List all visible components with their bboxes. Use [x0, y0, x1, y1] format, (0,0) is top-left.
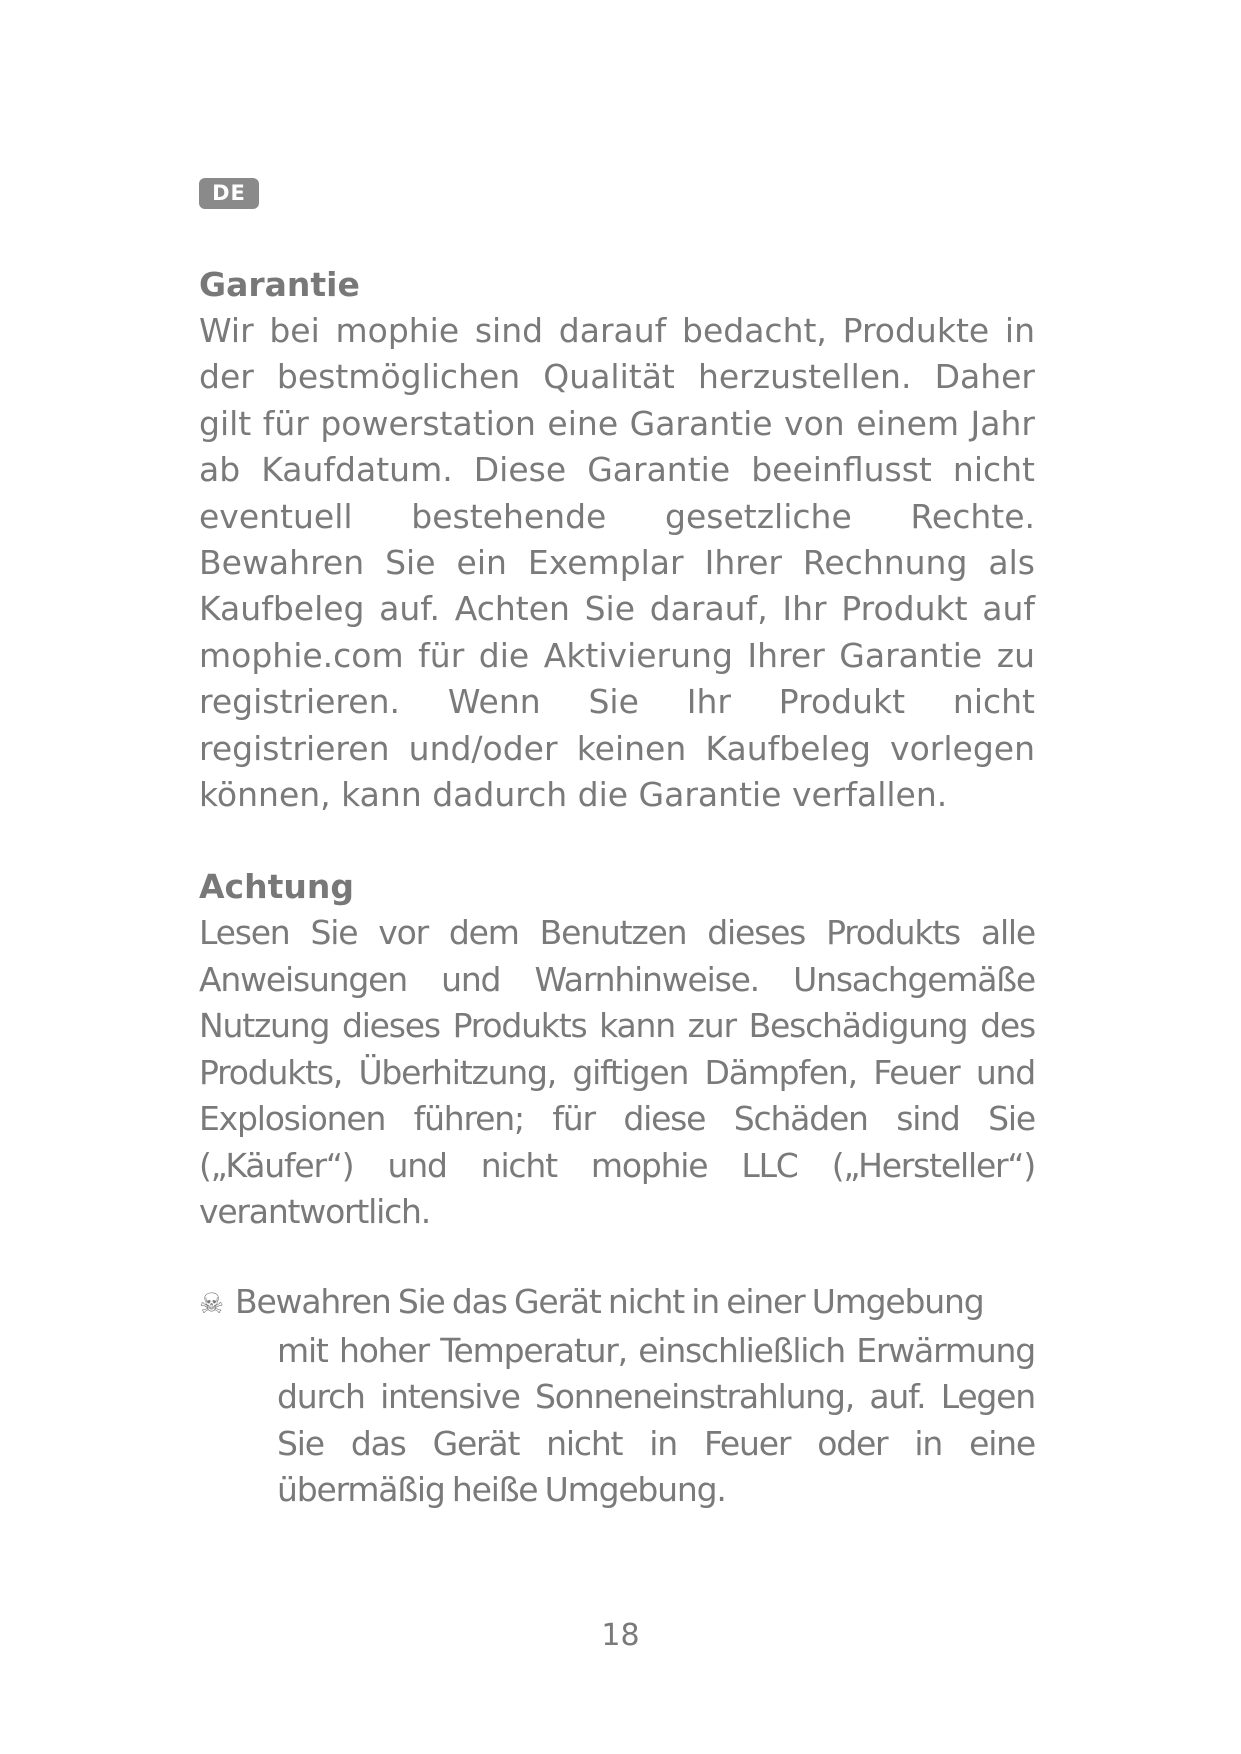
warning-rest-text: mit hoher Temperatur, einschließlich Erwärmung durch intensive Sonneneinstrahlung, auf. Legen Sie das Gerät nicht in Feuer oder in eine übermäßig heiße Umgebung.	[277, 1330, 1035, 1509]
caution-section	[199, 864, 1035, 1235]
section-spacer	[199, 818, 1035, 864]
page-content	[199, 262, 1035, 1513]
caution-heading: Achtung	[199, 867, 354, 907]
caution-text: Lesen Sie vor dem Benutzen dieses Produkts alle Anweisungen und Warnhinweise. Unsachgemäße Nutzung dieses Produkts kann zur Beschädigung des Produkts, Überhitzung, giftigen Dämpfen, Feuer und Explosionen führen; für diese Schäden sind Sie („Käufer“) und nicht mophie LLC („Hersteller“) verantwortlich.	[199, 913, 1035, 1231]
section-spacer	[199, 1235, 1035, 1279]
skull-icon: ☠	[199, 1287, 223, 1321]
heat-warning	[199, 1279, 1035, 1513]
warning-first-line	[199, 1279, 1035, 1327]
warranty-heading: Garantie	[199, 265, 360, 304]
language-badge: DE	[199, 178, 259, 209]
warranty-section	[199, 262, 1035, 818]
warning-first-text: Bewahren Sie das Gerät nicht in einer Umgebung	[235, 1282, 984, 1322]
page-number: 18	[601, 1618, 640, 1653]
warranty-text: Wir bei mophie sind darauf bedacht, Produkte in der bestmöglichen Qualität herzustellen. Daher gilt für powerstation eine Garantie von einem Jahr ab Kaufdatum. Diese Garantie beeinflusst nicht eventuell bestehende gesetzliche Rechte. Bewahren Sie ein Exemplar Ihrer Rechnung als Kaufbeleg auf. Achten Sie darauf, Ihr Produkt auf mophie.com für die Aktivierung Ihrer Garantie zu registrieren. Wenn Sie Ihr Produkt nicht registrieren und/oder keinen Kaufbeleg vorlegen können, kann dadurch die Garantie verfallen.	[199, 311, 1035, 815]
